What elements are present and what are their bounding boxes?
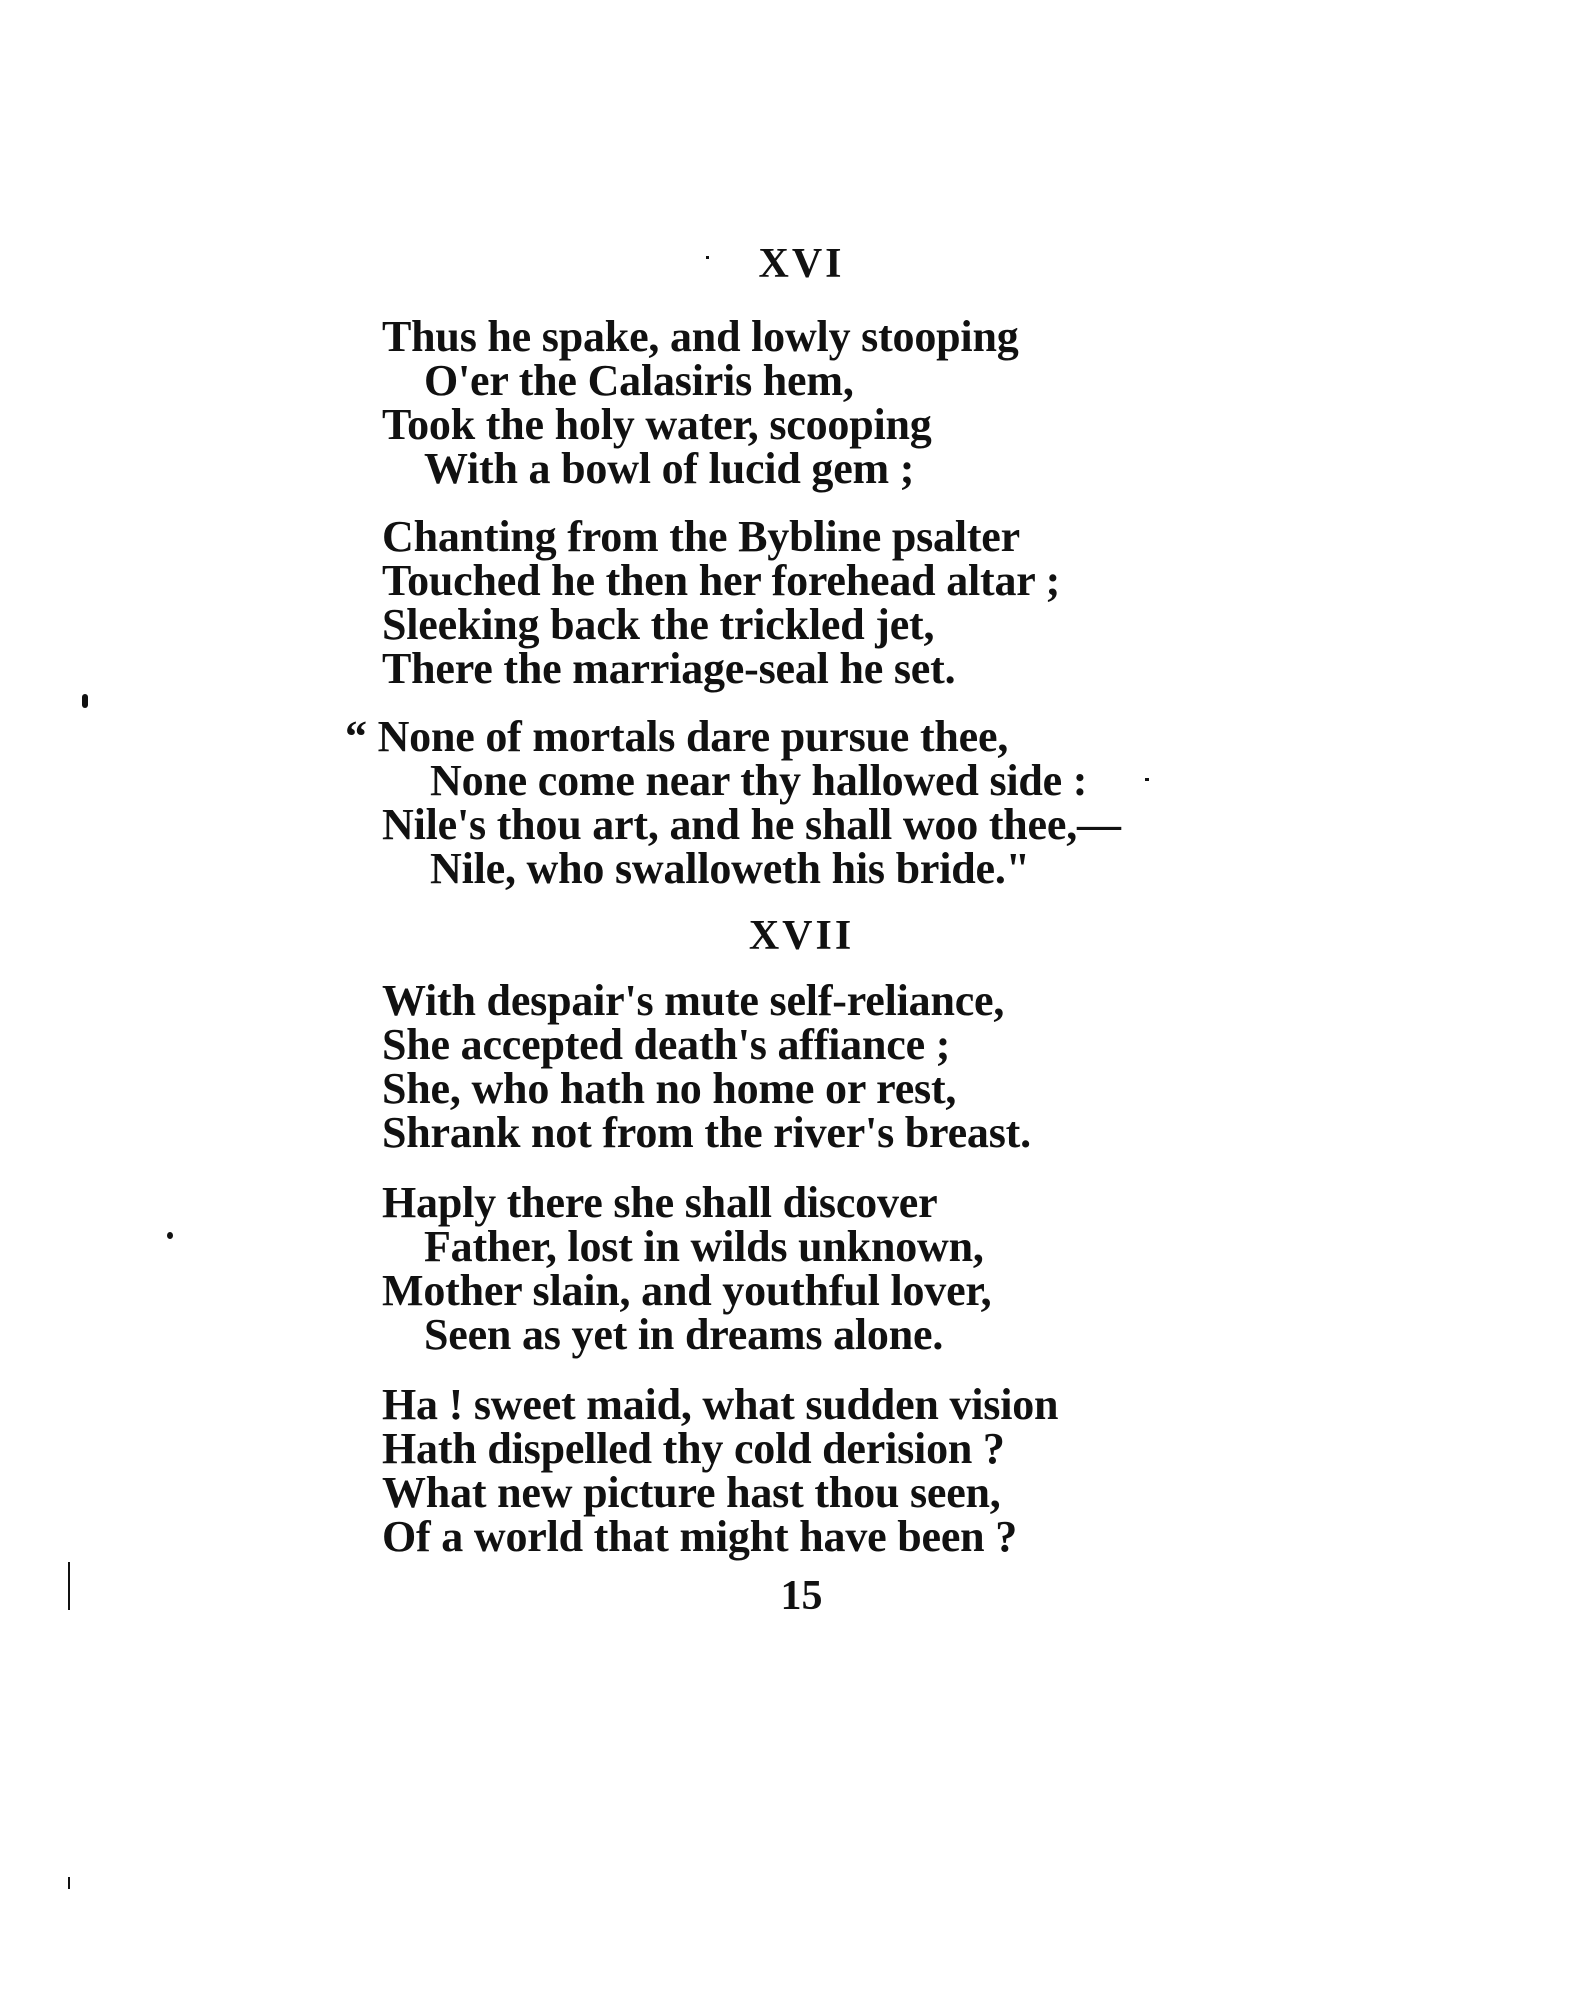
verse-line: Touched he then her forehead altar ; [382,556,1061,605]
verse-line: Of a world that might have been ? [382,1512,1018,1561]
scan-speck [68,1877,70,1889]
verse-line: Father, lost in wilds unknown, [424,1222,984,1271]
section-heading-xvi: XVI [758,241,845,287]
verse-line: Chanting from the Bybline psalter [382,512,1020,561]
verse-line: Took the holy water, scooping [382,400,932,449]
verse-line: There the marriage-seal he set. [382,644,956,693]
verse-line: Seen as yet in dreams alone. [424,1310,944,1359]
verse-line: Sleeking back the trickled jet, [382,600,935,649]
verse-line: “ None of mortals dare pursue thee, [345,712,1009,761]
verse-line: Nile's thou art, and he shall woo thee,— [382,800,1121,849]
verse-line: None come near thy hallowed side : [430,756,1088,805]
verse-line: She, who hath no home or rest, [382,1064,957,1113]
scan-speck [68,1562,70,1610]
verse-line: Hath dispelled thy cold derision ? [382,1424,1005,1473]
scan-speck [706,256,709,259]
verse-line: Haply there she shall discover [382,1178,938,1227]
verse-line: Ha ! sweet maid, what sudden vision [382,1380,1059,1429]
scan-speck [82,694,88,708]
verse-line: Thus he spake, and lowly stooping [382,312,1019,361]
verse-line: With despair's mute self-reliance, [382,976,1005,1025]
verse-line: With a bowl of lucid gem ; [424,444,915,493]
verse-line: Nile, who swalloweth his bride." [430,844,1030,893]
scan-speck [167,1232,173,1239]
scan-speck [1145,778,1149,781]
verse-line: Mother slain, and youthful lover, [382,1266,992,1315]
verse-line: What new picture hast thou seen, [382,1468,1001,1517]
page-number: 15 [780,1573,823,1619]
section-heading-xvii: XVII [748,913,855,959]
verse-line: Shrank not from the river's breast. [382,1108,1031,1157]
verse-line: O'er the Calasiris hem, [424,356,854,405]
verse-line: She accepted death's affiance ; [382,1020,951,1069]
